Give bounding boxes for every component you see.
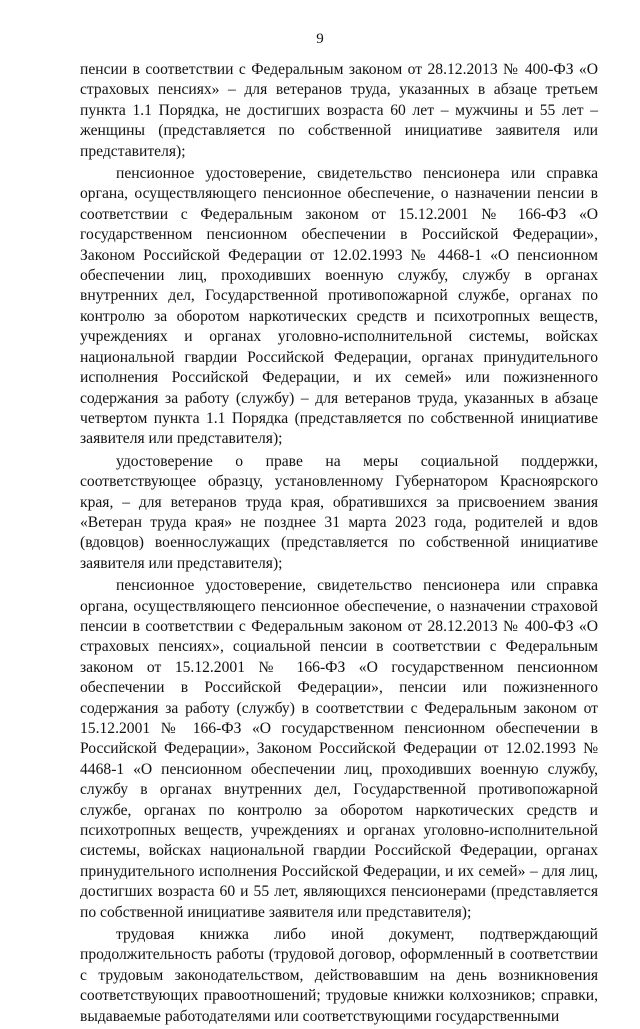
paragraph-employment-record-book: трудовая книжка либо иной документ, подтверждающий продолжительность работы (трудовой договор, оформленный в соответствии с трудовым законодательством, действовавшим на день возникновения соответствующих правоотношений; трудовые книжки колхозников; справки, выдаваемые работодателями или соответствующими государственными xyxy=(80,926,598,1025)
paragraph-pension-certificate-state-pension: пенсионное удостоверение, свидетельство пенсионера или справка органа, осуществляющего пенсионное обеспечение, о назначении пенсии в соответствии с Федеральным законом от 15.12.2001 № 166-ФЗ «О государственном пенсионном обеспечении в Российской Федерации», Законом Российской Федерации от 12.02.1993 № 4468-1 «О пенсионном обеспечении лиц, проходивших военную службу, службу в органах внутренних дел, Государственной противопожарной службе, органах по контролю за оборотом наркотических средств и психотропных веществ, учреждениях и органах уголовно-исполнительной системы, войсках национальной гвардии Российской Федерации, органах принудительного исполнения Российской Федерации, и их семей» или пожизненного содержания за работу (службу) – для ветеранов труда, указанных в абзаце четвертом пункта 1.1 Порядка (представляется по собственной инициативе заявителя или представителя); xyxy=(80,165,598,448)
paragraph-pension-certificate-pensioners: пенсионное удостоверение, свидетельство пенсионера или справка органа, осуществляющего пенсионное обеспечение, о назначении страховой пенсии в соответствии с Федеральным законом от 28.12.2013 № 400-ФЗ «О страховых пенсиях», социальной пенсии в соответствии с Федеральным законом от 15.12.2001 № 166-ФЗ «О государственном пенсионном обеспечении в Российской Федерации», пенсии или пожизненного содержания за работу (службу) в соответствии с Федеральным законом от 15.12.2001 № 166-ФЗ «О государственном пенсионном обеспечении в Российской Федерации», Законом Российской Федерации от 12.02.1993 № 4468-1 «О пенсионном обеспечении лиц, проходивших военную службу, службу в органах внутренних дел, Государственной противопожарной службе, органах по контролю за оборотом наркотических средств и психотропных веществ, учреждениях и органах уголовно-исполнительной системы, войсках национальной гвардии Российской Федерации, органах принудительного исполнения Российской Федерации, и их семей» – для лиц, достигших возраста 60 и 55 лет, являющихся пенсионерами (представляется по собственной инициативе заявителя или представителя); xyxy=(80,577,598,921)
paragraph-social-support-certificate: удостоверение о праве на меры социальной поддержки, соответствующее образцу, установленному Губернатором Красноярского края, – для ветеранов труда края, обратившихся за присвоением звания «Ветеран труда края» не позднее 31 марта 2023 года, родителей и вдов (вдовцов) военнослужащих (представляется по собственной инициативе заявителя или представителя); xyxy=(80,452,598,572)
paragraph-continuation-insurance-pension: пенсии в соответствии с Федеральным законом от 28.12.2013 № 400-ФЗ «О страховых пенсиях» – для ветеранов труда, указанных в абзаце третьем пункта 1.1 Порядка, не достигших возраста 60 лет – мужчины и 55 лет – женщины (представляется по собственной инициативе заявителя или представителя); xyxy=(80,61,598,160)
document-body xyxy=(80,60,598,1029)
page-number: 9 xyxy=(316,31,324,47)
